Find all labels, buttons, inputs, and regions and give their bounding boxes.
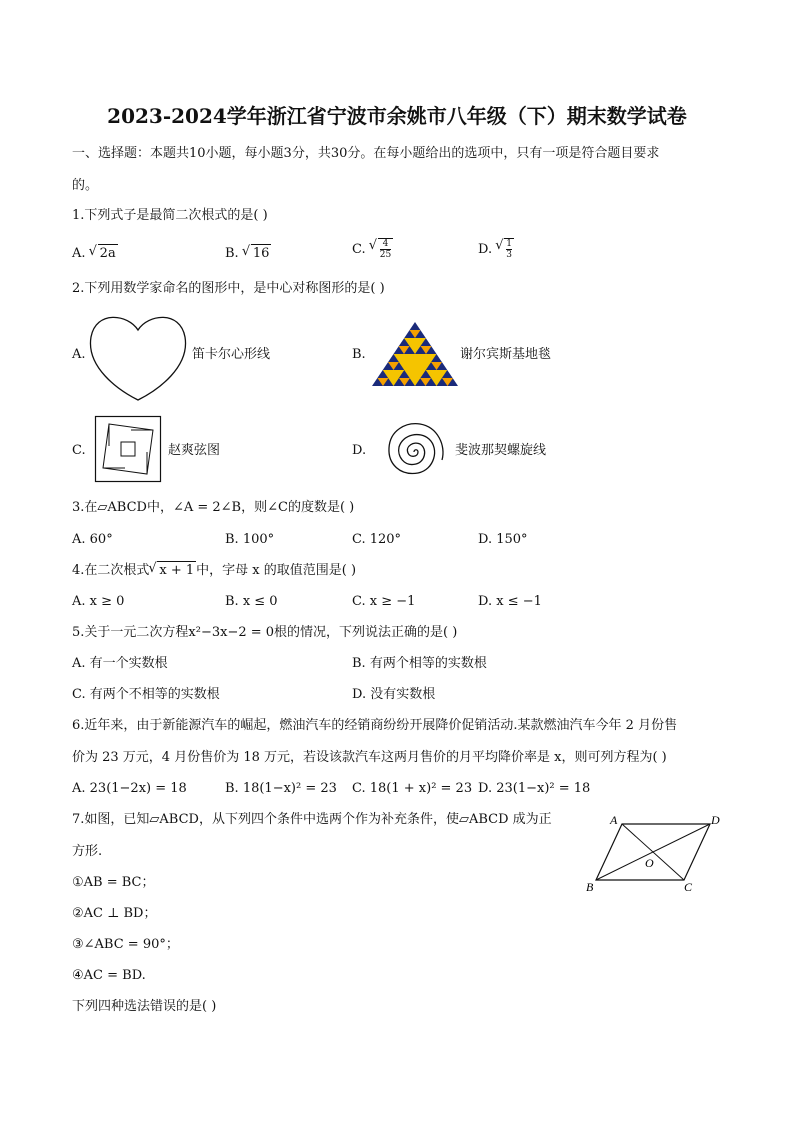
q6-option-d: D. 23(1−x)² = 18: [478, 781, 591, 796]
q2-c-label: C.: [72, 443, 86, 458]
q3-option-c: C. 120°: [352, 532, 402, 547]
vertex-a-label: A: [610, 813, 618, 827]
section-heading-line1: 一、选择题：本题共10小题，每小题3分，共30分。在每小题给出的选项中，只有一项是符合题目要求: [72, 146, 660, 161]
q1-a-radical: √ 2a: [98, 244, 118, 263]
q6-option-b: B. 18(1−x)² = 23: [225, 781, 337, 796]
q4-stem: [72, 561, 356, 580]
q3-option-a: A. 60°: [72, 532, 113, 547]
q1-c-num: √ 4: [380, 239, 391, 250]
q1-stem: 1.下列式子是最简二次根式的是( ): [72, 208, 268, 223]
q1-b-label: B.: [225, 246, 239, 261]
q4-option-b: B. x ≤ 0: [225, 594, 278, 609]
q1-c-radical: [378, 238, 393, 260]
q5-stem: 5.关于一元二次方程x²−3x−2 = 0根的情况，下列说法正确的是( ): [72, 625, 458, 640]
cardioid-figure: [88, 312, 188, 402]
q5-option-d: D. 没有实数根: [352, 687, 436, 702]
center-o-label: O: [645, 856, 654, 870]
q5-option-a: A. 有一个实数根: [72, 656, 168, 671]
q5-option-c: C. 有两个不相等的实数根: [72, 687, 220, 702]
q7-question: 下列四种选法错误的是( ): [72, 999, 217, 1014]
q3-option-b: B. 100°: [225, 532, 275, 547]
q7-condition-4: ④AC = BD.: [72, 968, 146, 983]
q6-option-a: A. 23(1−2x) = 18: [72, 781, 187, 796]
q2-c-caption: 赵爽弦图: [168, 443, 221, 458]
q2-b-caption: 谢尔宾斯基地毯: [460, 347, 552, 362]
vertex-c-label: C: [684, 880, 693, 894]
q1-option-a: [72, 244, 118, 263]
fibonacci-spiral-figure: [372, 412, 452, 492]
q4-option-d: D. x ≤ −1: [478, 594, 542, 609]
q3-stem: 3.在▱ABCD中，∠A = 2∠B，则∠C的度数是( ): [72, 500, 355, 515]
q1-option-b: [225, 244, 271, 263]
q1-option-d: [478, 238, 514, 260]
q4-stem-post: 中，字母 x 的取值范围是( ): [196, 563, 357, 578]
q1-d-num: √ 1: [506, 239, 512, 249]
q4-radical: √ x + 1: [157, 561, 196, 580]
q6-option-c: C. 18(1 + x)² = 23: [352, 781, 473, 796]
q4-stem-pre: 4.在二次根式: [72, 563, 150, 578]
q7-stem-line2: 方形.: [72, 844, 103, 859]
q1-d-radical: [504, 238, 514, 260]
q7-condition-1: ①AB = BC；: [72, 875, 155, 890]
q2-a-label: A.: [72, 347, 86, 362]
section-heading-line2: 的。: [72, 178, 99, 193]
zhaoshuang-figure: [95, 416, 161, 482]
page-title: 2023-2024学年浙江省宁波市余姚市八年级（下）期末数学试卷: [107, 104, 687, 128]
q4-option-c: C. x ≥ −1: [352, 594, 416, 609]
q1-a-label: A.: [72, 246, 86, 261]
q6-stem-line1: 6.近年来，由于新能源汽车的崛起，燃油汽车的经销商纷纷开展降价促销活动.某款燃油汽车今年 2 月份售: [72, 718, 678, 733]
q3-option-d: D. 150°: [478, 532, 528, 547]
q5-option-b: B. 有两个相等的实数根: [352, 656, 487, 671]
q1-b-radical: √ 16: [251, 244, 272, 263]
q6-stem-line2: 价为 23 万元，4 月份售价为 18 万元，若设该款汽车这两月售价的月平均降价率是 x，则可列方程为( ): [72, 750, 667, 765]
q1-c-label: C.: [352, 242, 366, 257]
q2-a-caption: 笛卡尔心形线: [192, 347, 271, 362]
q1-d-den: 3: [506, 250, 512, 260]
q2-d-caption: 斐波那契螺旋线: [455, 443, 547, 458]
parallelogram-figure: [584, 810, 724, 894]
q1-d-label: D.: [478, 242, 493, 257]
q2-b-label: B.: [352, 347, 366, 362]
q1-option-c: [352, 238, 393, 260]
vertex-b-label: B: [586, 880, 594, 894]
sierpinski-figure: [372, 322, 458, 386]
q2-d-label: D.: [352, 443, 367, 458]
q1-c-den: 25: [379, 250, 392, 260]
q4-option-a: A. x ≥ 0: [72, 594, 125, 609]
q7-condition-3: ③∠ABC = 90°；: [72, 937, 179, 952]
q7-stem-line1: 7.如图，已知▱ABCD，从下列四个条件中选两个作为补充条件，使▱ABCD 成为正: [72, 812, 552, 827]
vertex-d-label: D: [711, 813, 720, 827]
q2-stem: 2.下列用数学家命名的图形中，是中心对称图形的是( ): [72, 281, 385, 296]
q7-condition-2: ②AC ⊥ BD；: [72, 906, 157, 921]
